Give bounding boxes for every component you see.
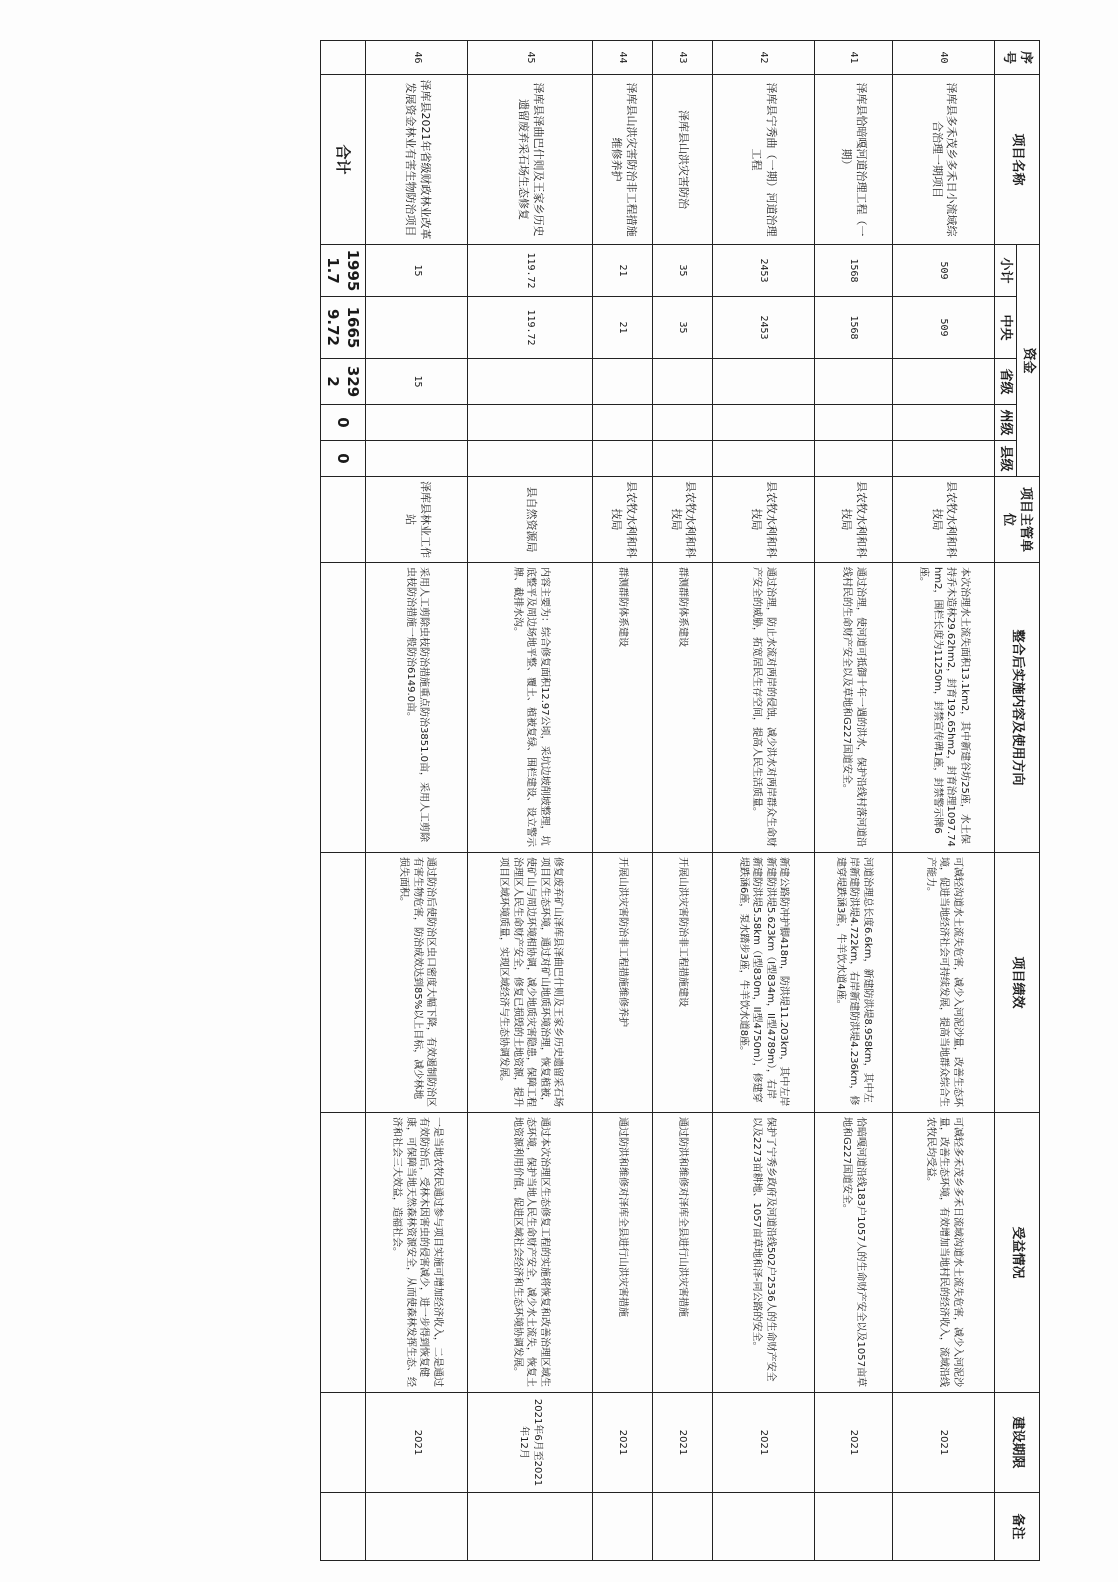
total-empty-unit bbox=[321, 477, 367, 563]
total-empty-note bbox=[321, 1493, 367, 1561]
row-subtotal: 119.72 bbox=[468, 245, 593, 297]
row-prefecture bbox=[712, 405, 814, 441]
row-province bbox=[893, 359, 995, 405]
row-content: 群测群防体系建设 bbox=[653, 563, 713, 853]
row-central: 21 bbox=[593, 297, 653, 359]
row-benefit: 恰暗嘎河道沿线183户1057人的生命财产安全以及1057亩草地和G227国道安全。 bbox=[814, 1113, 892, 1393]
total-seq bbox=[321, 41, 367, 75]
row-note bbox=[366, 1493, 468, 1561]
row-central bbox=[366, 297, 468, 359]
total-empty-period bbox=[321, 1393, 367, 1493]
row-seq: 40 bbox=[893, 41, 995, 75]
table-row bbox=[468, 41, 593, 1561]
row-prefecture bbox=[814, 405, 892, 441]
row-seq: 43 bbox=[653, 41, 713, 75]
header-funds: 资金 bbox=[1017, 245, 1040, 477]
row-subtotal: 35 bbox=[653, 245, 713, 297]
row-unit: 县农牧水利和科技局 bbox=[593, 477, 653, 563]
row-unit: 县农牧水利和科技局 bbox=[814, 477, 892, 563]
row-content: 采用人工剪除虫枝防治措施重点防治3851.0亩，采用人工剪除虫枝防治措施一般防治6149.0亩。 bbox=[366, 563, 468, 853]
row-benefit: 通过防洪和维修对泽库全县进行山洪灾害措施 bbox=[593, 1113, 653, 1393]
header-period: 建设期限 bbox=[994, 1393, 1039, 1493]
row-prefecture bbox=[366, 405, 468, 441]
row-note bbox=[468, 1493, 593, 1561]
table-row bbox=[814, 41, 892, 1561]
row-seq: 44 bbox=[593, 41, 653, 75]
header-subtotal: 小计 bbox=[994, 245, 1017, 297]
row-unit: 县农牧水利和科技局 bbox=[893, 477, 995, 563]
row-county bbox=[814, 441, 892, 477]
table-row bbox=[653, 41, 713, 1561]
row-subtotal: 509 bbox=[893, 245, 995, 297]
header-content: 整合后实施内容及使用方向 bbox=[994, 563, 1039, 853]
row-name: 泽库县山洪灾害防治非工程措施维修养护 bbox=[593, 75, 653, 245]
row-note bbox=[893, 1493, 995, 1561]
row-note bbox=[653, 1493, 713, 1561]
rotated-sheet bbox=[320, 40, 1040, 1560]
total-central: 16659.72 bbox=[321, 297, 367, 359]
row-prefecture bbox=[593, 405, 653, 441]
total-empty-performance bbox=[321, 853, 367, 1113]
row-benefit: 可减轻多禾茂乡多禾日流域沟道水土流失危害，减少入河泥沙量，改善生态环境，有效增加当地村民的经济收入，流域沿线农牧民均受益。 bbox=[893, 1113, 995, 1393]
row-unit: 县农牧水利和科技局 bbox=[653, 477, 713, 563]
row-county bbox=[366, 441, 468, 477]
row-county bbox=[893, 441, 995, 477]
row-province bbox=[468, 359, 593, 405]
row-content: 通过治理，使河道可抵御十年一遇的洪水，保护沿线村落河道沿线村民的生命财产安全以及草地和G227国道安全。 bbox=[814, 563, 892, 853]
row-seq: 46 bbox=[366, 41, 468, 75]
header-row-1 bbox=[1017, 41, 1040, 1561]
row-central: 509 bbox=[893, 297, 995, 359]
row-prefecture bbox=[653, 405, 713, 441]
row-benefit: 一是当地农牧民通过参与项目实施可增加经济收入，二是通过有效防治后，受林木因害虫的侵害减少，进一步得到恢复健康，可保障当地天然森林资源安全，从而使森林发挥生态、经济和社会三大效益，造福社会。 bbox=[366, 1113, 468, 1393]
row-content: 通过治理，防止水流对两岸的侵蚀，减少洪水对两岸群众生命财产安全的威胁，拓宽居民生存空间，提高人民生活质量。 bbox=[712, 563, 814, 853]
row-county bbox=[653, 441, 713, 477]
total-province: 3292 bbox=[321, 359, 367, 405]
row-county bbox=[593, 441, 653, 477]
row-note bbox=[593, 1493, 653, 1561]
table-row bbox=[593, 41, 653, 1561]
row-period: 2021年6月至2021年12月 bbox=[468, 1393, 593, 1493]
row-period: 2021 bbox=[366, 1393, 468, 1493]
row-name: 泽库县多禾茂乡多禾日小流域综合治理一期项目 bbox=[893, 75, 995, 245]
total-county: 0 bbox=[321, 441, 367, 477]
row-period: 2021 bbox=[712, 1393, 814, 1493]
row-province bbox=[712, 359, 814, 405]
row-performance: 通过防治后使防治区虫口密度大幅下降，有效遏制防治区有害生物危害，防治成效达到85%以上目标，减少林地损失面积。 bbox=[366, 853, 468, 1113]
header-name: 项目名称 bbox=[994, 75, 1039, 245]
row-unit: 县自然资源局 bbox=[468, 477, 593, 563]
total-subtotal: 19951.7 bbox=[321, 245, 367, 297]
row-county bbox=[712, 441, 814, 477]
row-period: 2021 bbox=[893, 1393, 995, 1493]
total-empty-content bbox=[321, 563, 367, 853]
row-province bbox=[814, 359, 892, 405]
row-subtotal: 2453 bbox=[712, 245, 814, 297]
total-label: 合计 bbox=[321, 75, 367, 245]
row-content: 群测群防体系建设 bbox=[593, 563, 653, 853]
row-county bbox=[468, 441, 593, 477]
row-content: 本次治理水土流失面积13.1km2，其中新建谷坊25座，水土保持乔木造林29.62hm2，封育192.65hm2，封育治理1097.74hm2，围栏长度为11250m，封禁宣传碑1座，封禁警示牌6座。 bbox=[893, 563, 995, 853]
header-note: 备注 bbox=[994, 1493, 1039, 1561]
row-period: 2021 bbox=[593, 1393, 653, 1493]
row-performance: 开展山洪灾害防治非工程措施维修养护 bbox=[593, 853, 653, 1113]
row-performance: 修复废弃矿山泽库县泽曲巴什则及王家乡历史遗留采石场项目区生态环境，通过对矿山地质环境治理，恢复植被，使矿山与周边环境相协调，减少地质灾害隐患，保障工程治理区人民生命财产安全，修复已损毁的土地资源，提升项目区域环境质量，实现区域经济与生态协调发展。 bbox=[468, 853, 593, 1113]
header-performance: 项目绩效 bbox=[994, 853, 1039, 1113]
row-note bbox=[814, 1493, 892, 1561]
header-prefecture: 州级 bbox=[994, 405, 1017, 441]
row-central: 2453 bbox=[712, 297, 814, 359]
row-period: 2021 bbox=[814, 1393, 892, 1493]
row-province bbox=[653, 359, 713, 405]
row-name: 泽库县泽曲巴什则及王家乡历史遗留废弃采石场生态修复 bbox=[468, 75, 593, 245]
row-seq: 41 bbox=[814, 41, 892, 75]
row-central: 119.72 bbox=[468, 297, 593, 359]
row-prefecture bbox=[893, 405, 995, 441]
table-row bbox=[366, 41, 468, 1561]
row-subtotal: 1568 bbox=[814, 245, 892, 297]
row-performance: 可减轻沟道水土流失危害，减少入河泥沙量，改善生态环境，促进当地经济社会可持续发展，提高当地群众综合生产能力。 bbox=[893, 853, 995, 1113]
row-central: 35 bbox=[653, 297, 713, 359]
header-unit: 项目主管单位 bbox=[994, 477, 1039, 563]
table-row bbox=[712, 41, 814, 1561]
row-subtotal: 21 bbox=[593, 245, 653, 297]
row-benefit: 通过本次治理区生态修复工程的实施将恢复和改善治理区域生态环境，保护当地人民生命财产安全，减少水土流失，恢复土地资源利用价值，促进区域社会经济和生态环境协调发展。 bbox=[468, 1113, 593, 1393]
row-content: 内容主要为：综合修复面积12.97公顷，采坑边坡削坡整理，坑底整平及周边场地平整、覆土、植被复绿、围栏建设、设立警示牌、截排水沟。 bbox=[468, 563, 593, 853]
row-benefit: 保护了宁秀乡政府及河道沿线502户2536人的生命财产安全以及2273亩耕地、1057亩草地和泽-同公路的安全。 bbox=[712, 1113, 814, 1393]
total-row bbox=[321, 41, 367, 1561]
row-period: 2021 bbox=[653, 1393, 713, 1493]
row-name: 泽库县恰暗嘎河道治理工程（一期） bbox=[814, 75, 892, 245]
row-seq: 45 bbox=[468, 41, 593, 75]
funding-table bbox=[320, 40, 1040, 1561]
row-subtotal: 15 bbox=[366, 245, 468, 297]
row-province bbox=[593, 359, 653, 405]
row-name: 泽库县山洪灾害防治 bbox=[653, 75, 713, 245]
row-performance: 新建公路防冲护脚418m，防洪堤11.203km，其中左岸新建防洪堤5.623km（I型834m，II型4789m），右岸新建防洪堤5.58km（I型830m，II型4750m），修建穿堤跌涵6座，泵水踏步3座，牛羊饮水道8座。 bbox=[712, 853, 814, 1113]
header-benefit: 受益情况 bbox=[994, 1113, 1039, 1393]
header-seq: 序号 bbox=[994, 41, 1039, 75]
row-seq: 42 bbox=[712, 41, 814, 75]
row-note bbox=[712, 1493, 814, 1561]
row-name: 泽库县2021年省级财政林业改革发展资金林业有害生物防治项目 bbox=[366, 75, 468, 245]
row-performance: 开展山洪灾害防治非工程措施建设 bbox=[653, 853, 713, 1113]
total-prefecture: 0 bbox=[321, 405, 367, 441]
header-county: 县级 bbox=[994, 441, 1017, 477]
row-unit: 县农牧水利和科技局 bbox=[712, 477, 814, 563]
row-benefit: 通过防洪和维修对泽库全县进行山洪灾害措施 bbox=[653, 1113, 713, 1393]
table-body bbox=[366, 41, 994, 1561]
header-province: 省级 bbox=[994, 359, 1017, 405]
row-province: 15 bbox=[366, 359, 468, 405]
row-performance: 河道治理总长度6.6km，新建防洪堤8.958km，其中左岸新建防洪堤4.722km，右岸新建防洪堤4.236km，修建穿堤跌涵3座，牛羊饮水道4座。 bbox=[814, 853, 892, 1113]
row-unit: 泽库县林业工作站 bbox=[366, 477, 468, 563]
row-central: 1568 bbox=[814, 297, 892, 359]
row-name: 泽库县宁秀曲（一期）河道治理工程 bbox=[712, 75, 814, 245]
header-central: 中央 bbox=[994, 297, 1017, 359]
total-empty-benefit bbox=[321, 1113, 367, 1393]
row-prefecture bbox=[468, 405, 593, 441]
table-row bbox=[893, 41, 995, 1561]
